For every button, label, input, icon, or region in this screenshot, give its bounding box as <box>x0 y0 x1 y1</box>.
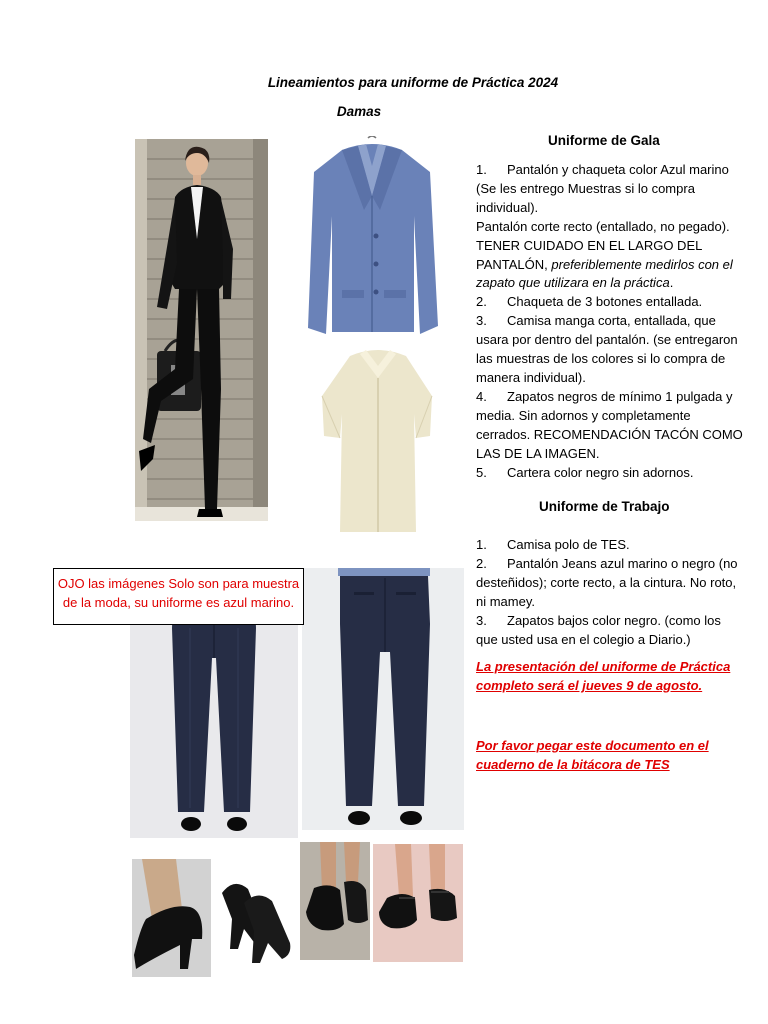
gala-heading: Uniforme de Gala <box>548 133 660 148</box>
navy-pants-back-photo <box>302 568 464 830</box>
presentation-notice: La presentación del uniforme de Práctica completo será el jueves 9 de agosto. <box>476 659 731 693</box>
mary-jane-heels-photo <box>373 844 463 962</box>
cream-shirt-photo <box>320 344 436 538</box>
black-heel-side-photo <box>132 859 211 977</box>
black-heels-pair-photo <box>214 859 298 977</box>
warning-box: OJO las imágenes Solo son para muestra de la moda, su uniforme es azul marino. <box>53 568 304 625</box>
gala-item-3: 3. Camisa manga corta, entallada, que usara por dentro del pantalón. (se entregaron las muestras de los colores si lo compra de manera individual). <box>476 313 738 385</box>
trabajo-item-2: 2. Pantalón Jeans azul marino o negro (no desteñidos); corte recto, a la cintura. No roto, ni mamey. <box>476 555 738 609</box>
paste-notice: Por favor pegar este documento en el cuaderno de la bitácora de TES <box>476 738 709 772</box>
trabajo-item-3: 3. Zapatos bajos color negro. (como los que usted usa en el colegio a Diario.) <box>476 612 721 647</box>
gala-item-2: 2. Chaqueta de 3 botones entallada. <box>476 294 703 310</box>
trabajo-list <box>476 536 746 649</box>
suit-model-photo <box>135 139 268 521</box>
gala-list <box>476 161 746 482</box>
gala-item-5: 5. Cartera color negro sin adornos. <box>476 464 694 480</box>
trabajo-item-1: 1. Camisa polo de TES. <box>476 537 630 552</box>
gala-item-1-continued: Pantalón corte recto (entallado, no pegado). TENER CUIDADO EN EL LARGO DEL PANTALÓN, preferiblemente medirlos con el zapato que utilizara en la práctica. <box>476 218 733 291</box>
gala-item-1: 1. Pantalón y chaqueta color Azul marino (Se les entrego Muestras si lo compra individual). <box>476 162 729 215</box>
page-subtitle: Damas <box>336 104 382 119</box>
blue-jacket-photo <box>302 136 442 344</box>
black-pumps-feet-photo <box>300 842 370 960</box>
gala-item-4: 4. Zapatos negros de mínimo 1 pulgada y media. Sin adornos y completamente cerrados. RECOMENDACIÓN TACÓN COMO LAS DE LA IMAGEN. <box>476 388 743 461</box>
trabajo-heading: Uniforme de Trabajo <box>539 499 670 514</box>
page-title: Lineamientos para uniforme de Práctica 2024 <box>267 75 559 90</box>
